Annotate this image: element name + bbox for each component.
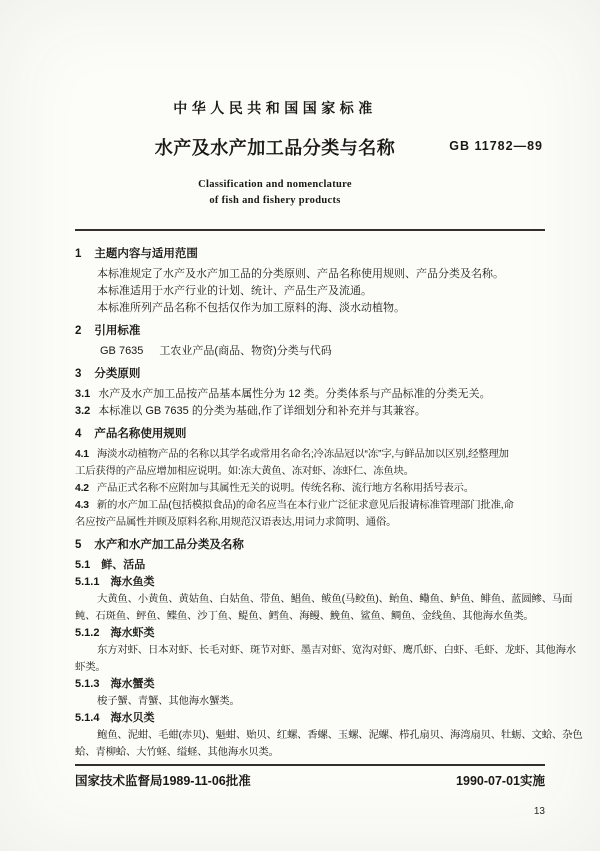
seawater-fish-list-line-1: 大黄鱼、小黄鱼、黄姑鱼、白姑鱼、带鱼、鲳鱼、鲅鱼(马鲛鱼)、鲐鱼、鳓鱼、鲈鱼、鲱鱼、蓝圆鲹、马面 — [97, 594, 573, 605]
subsection-title: 海水蟹类 — [110, 678, 155, 690]
clause-text: 产品正式名称不应附加与其属性无关的说明。传统名称、流行地方名称用括号表示。 — [96, 483, 474, 494]
subsection-title: 海水虾类 — [110, 627, 155, 639]
subsection-number: 5.1.4 — [75, 712, 100, 724]
clause-3-1 — [75, 386, 545, 403]
subsection-number: 5.1.1 — [75, 576, 100, 588]
clause-text: 水产及水产加工品按产品基本属性分为 12 类。分类体系与产品标准的分类无关。 — [98, 388, 491, 400]
section-4-heading — [75, 426, 545, 443]
clause-3-2 — [75, 403, 545, 420]
seawater-shellfish-list-line-2: 蛤、青柳蛤、大竹蛏、缢蛏、其他海水贝类。 — [75, 747, 279, 758]
document-title: 水产及水产加工品分类与名称 — [154, 138, 396, 158]
subsection-title: 海水贝类 — [110, 712, 155, 724]
section-number: 3 — [75, 368, 82, 380]
subsection-number: 5.1.2 — [75, 627, 100, 639]
section-1-heading — [75, 246, 545, 263]
english-subtitle-line1: Classification and nomenclature — [198, 179, 352, 190]
implementation-text: 1990-07-01实施 — [456, 774, 545, 788]
document-body — [75, 231, 583, 761]
subsection-title: 海水鱼类 — [110, 576, 155, 588]
subsection-number: 5.1 — [75, 559, 91, 571]
national-standard-label: 中华人民共和国国家标准 — [173, 100, 377, 116]
section-number: 5 — [75, 539, 82, 551]
seawater-crab-list: 梭子蟹、青蟹、其他海水蟹类。 — [97, 696, 240, 707]
clause-4-1-line-1 — [75, 446, 545, 463]
subsection-5-1-2-heading — [75, 625, 545, 642]
clause-text: 本标准以 GB 7635 的分类为基础,作了详细划分和补充并与其兼容。 — [98, 405, 426, 417]
seawater-shrimp-list-line-2: 虾类。 — [75, 662, 106, 673]
clause-4-3-line-2: 名应按产品属性并顾及原料名称,用规范汉语表达,用词力求简明、通俗。 — [75, 517, 397, 528]
clause-number: 3.1 — [75, 388, 91, 400]
clause-text: 海淡水动植物产品的名称以其学名或常用名命名;冷冻品冠以“冻”字,与鲜品加以区别,经整理加 — [96, 449, 509, 460]
standard-code: GB 11782—89 — [449, 139, 543, 153]
document-header — [75, 0, 545, 206]
subsection-5-1-1-heading — [75, 574, 545, 591]
scope-paragraph-2: 本标准适用于水产行业的计划、统计、产品生产及流通。 — [97, 285, 372, 297]
clause-number: 3.2 — [75, 405, 91, 417]
clause-4-1-line-2: 工后获得的产品应增加相应说明。如:冻大黄鱼、冻对虾、冻虾仁、冻鱼块。 — [75, 466, 414, 477]
seawater-fish-list-line-2: 鲀、石斑鱼、鲆鱼、鲽鱼、沙丁鱼、鳀鱼、鳕鱼、海鳗、鮸鱼、鲨鱼、鲷鱼、金线鱼、其他海水鱼类。 — [75, 611, 534, 622]
seawater-shellfish-list-line-1: 鲍鱼、泥蚶、毛蚶(赤贝)、魁蚶、贻贝、红螺、香螺、玉螺、泥螺、栉孔扇贝、海湾扇贝、牡蛎、文蛤、杂色 — [97, 730, 583, 741]
section-number: 4 — [75, 428, 82, 440]
subsection-5-1-heading — [75, 557, 545, 574]
section-title: 产品名称使用规则 — [94, 428, 187, 440]
section-title: 水产和水产加工品分类及名称 — [94, 539, 244, 551]
title-row — [75, 134, 545, 164]
section-title: 分类原则 — [94, 368, 141, 380]
subsection-title: 鲜、活品 — [101, 559, 146, 571]
reference-standard-line — [75, 343, 545, 360]
scope-paragraph-3: 本标准所列产品名称不包括仅作为加工原料的海、淡水动植物。 — [97, 302, 405, 314]
subsection-5-1-3-heading — [75, 676, 545, 693]
clause-4-3-line-1 — [75, 497, 545, 514]
reference-code: GB 7635 — [100, 345, 144, 357]
subsection-number: 5.1.3 — [75, 678, 100, 690]
english-subtitle-line2: of fish and fishery products — [209, 195, 341, 206]
clause-number: 4.2 — [75, 483, 89, 494]
reference-name: 工农业产品(商品、物资)分类与代码 — [159, 345, 332, 357]
section-title: 引用标准 — [94, 325, 141, 337]
clause-4-2 — [75, 480, 545, 497]
clause-number: 4.1 — [75, 449, 89, 460]
page-content — [75, 0, 583, 817]
document-footer — [75, 766, 545, 789]
section-number: 1 — [75, 248, 82, 260]
subsection-5-1-4-heading — [75, 710, 545, 727]
section-title: 主题内容与适用范围 — [94, 248, 198, 260]
section-5-heading — [75, 537, 545, 554]
section-3-heading — [75, 366, 545, 383]
section-2-heading — [75, 323, 545, 340]
section-number: 2 — [75, 325, 82, 337]
clause-number: 4.3 — [75, 500, 89, 511]
clause-text: 新的水产加工品(包括模拟食品)的命名应当在本行业广泛征求意见后报请标准管理部门批准,命 — [96, 500, 514, 511]
approval-text: 国家技术监督局1989-11-06批准 — [75, 774, 251, 788]
scope-paragraph-1: 本标准规定了水产及水产加工品的分类原则、产品名称使用规则、产品分类及名称。 — [97, 268, 504, 280]
seawater-shrimp-list-line-1: 东方对虾、日本对虾、长毛对虾、斑节对虾、墨吉对虾、宽沟对虾、鹰爪虾、白虾、毛虾、龙虾、其他海水 — [97, 645, 576, 656]
page-number: 13 — [533, 806, 545, 817]
